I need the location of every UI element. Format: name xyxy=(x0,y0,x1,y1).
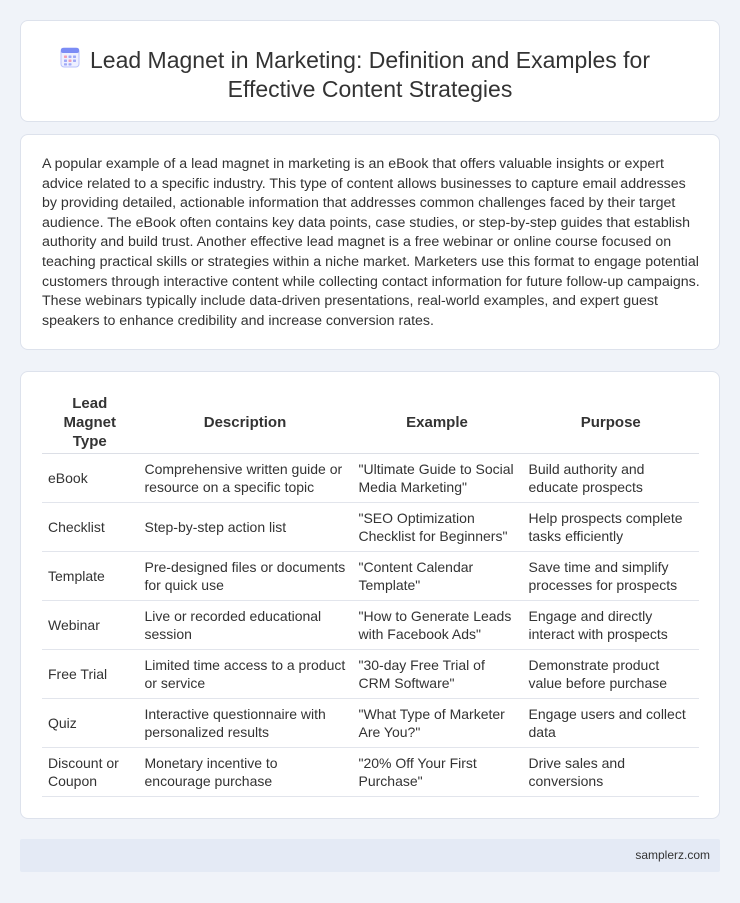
cell-purpose: Engage and directly interact with prospects xyxy=(522,601,699,650)
cell-example: "SEO Optimization Checklist for Beginners" xyxy=(352,503,522,552)
cell-description: Live or recorded educational session xyxy=(138,601,352,650)
cell-example: "20% Off Your First Purchase" xyxy=(352,748,522,797)
cell-description: Comprehensive written guide or resource on a specific topic xyxy=(138,454,352,503)
table-row xyxy=(42,650,699,699)
header-example: Example xyxy=(352,394,522,454)
cell-example: "How to Generate Leads with Facebook Ads" xyxy=(352,601,522,650)
cell-example: "30-day Free Trial of CRM Software" xyxy=(352,650,522,699)
cell-description: Pre-designed files or documents for quick use xyxy=(138,552,352,601)
cell-type: Quiz xyxy=(42,699,138,748)
footer-site-link[interactable]: samplerz.com xyxy=(635,848,710,862)
table-card xyxy=(20,371,720,819)
intro-card xyxy=(20,134,720,350)
page-title-line-2: Effective Content Strategies xyxy=(227,76,513,102)
cell-description: Interactive questionnaire with personalized results xyxy=(138,699,352,748)
table-header-row xyxy=(42,394,699,454)
cell-purpose: Build authority and educate prospects xyxy=(522,454,699,503)
table-row xyxy=(42,552,699,601)
table-row xyxy=(42,748,699,797)
table-row xyxy=(42,454,699,503)
cell-type: Checklist xyxy=(42,503,138,552)
table-row xyxy=(42,601,699,650)
header-type: Lead Magnet Type xyxy=(42,394,138,454)
cell-purpose: Demonstrate product value before purchase xyxy=(522,650,699,699)
cell-purpose: Engage users and collect data xyxy=(522,699,699,748)
header-description: Description xyxy=(138,394,352,454)
table-row xyxy=(42,503,699,552)
header-purpose: Purpose xyxy=(522,394,699,454)
title-card xyxy=(20,20,720,122)
cell-type: eBook xyxy=(42,454,138,503)
lead-magnet-table xyxy=(42,394,699,797)
cell-example: "Content Calendar Template" xyxy=(352,552,522,601)
cell-purpose: Help prospects complete tasks efficiently xyxy=(522,503,699,552)
footer-bar xyxy=(20,839,720,872)
cell-type: Free Trial xyxy=(42,650,138,699)
cell-description: Limited time access to a product or service xyxy=(138,650,352,699)
cell-description: Step-by-step action list xyxy=(138,503,352,552)
cell-purpose: Save time and simplify processes for prospects xyxy=(522,552,699,601)
cell-purpose: Drive sales and conversions xyxy=(522,748,699,797)
cell-type: Template xyxy=(42,552,138,601)
intro-paragraph: A popular example of a lead magnet in marketing is an eBook that offers valuable insights or expert advice related to a specific industry. This type of content allows businesses to capture email addresses by providing detailed, actionable information that addresses common challenges faced by their target audience. The eBook often contains key data points, case studies, or step-by-step guides that establish authority and build trust. Another effective lead magnet is a free webinar or online course focused on teaching practical skills or strategies within a niche market. Marketers use this format to engage potential customers through interactive content while collecting contact information for future follow-up campaigns. These webinars typically include data-driven presentations, real-world examples, and expert guest speakers to enhance credibility and increase conversion rates. xyxy=(42,156,700,329)
table-row xyxy=(42,699,699,748)
cell-example: "Ultimate Guide to Social Media Marketing" xyxy=(352,454,522,503)
cell-description: Monetary incentive to encourage purchase xyxy=(138,748,352,797)
cell-type: Webinar xyxy=(42,601,138,650)
cell-type: Discount or Coupon xyxy=(42,748,138,797)
page-title-line-1: Lead Magnet in Marketing: Definition and Examples for xyxy=(90,47,650,73)
cell-example: "What Type of Marketer Are You?" xyxy=(352,699,522,748)
page-title xyxy=(21,46,719,104)
